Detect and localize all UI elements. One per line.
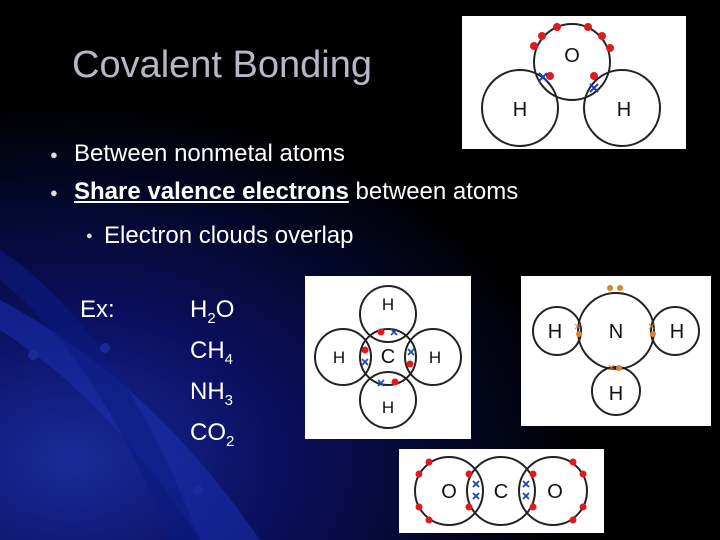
bullet-1: Between nonmetal atoms	[74, 140, 345, 167]
svg-text:O: O	[441, 481, 457, 503]
svg-text:C: C	[493, 481, 509, 503]
formula-nh3: $NH_3$	[190, 378, 234, 409]
sub-bullet-marker: ●	[86, 230, 93, 242]
bullet-2-rest: between atoms	[348, 178, 519, 205]
atom-label: H	[512, 99, 528, 121]
svg-text:H: H	[381, 398, 395, 417]
water-diagram	[462, 16, 686, 149]
formula-h2o: $H_2O$	[190, 296, 235, 327]
svg-text:C: C	[380, 346, 396, 368]
decor-dot	[28, 350, 38, 360]
svg-text:N: N	[608, 321, 624, 343]
co2-diagram	[399, 449, 604, 533]
svg-text:H: H	[547, 321, 563, 343]
bullet-2-emphasis: Share valence electrons	[74, 178, 349, 205]
svg-text:H: H	[381, 295, 395, 314]
svg-text:H: H	[332, 348, 346, 367]
slide-title: Covalent Bonding	[72, 44, 372, 86]
svg-text:H: H	[428, 348, 442, 367]
ammonia-diagram	[521, 276, 711, 426]
atom-label: O	[564, 45, 580, 67]
svg-text:H: H	[608, 383, 624, 405]
bullet-marker: ●	[50, 185, 58, 200]
decor-dot	[100, 343, 110, 353]
svg-text:H: H	[669, 321, 685, 343]
methane-diagram	[305, 276, 471, 439]
formula-co2: $CO_2$	[190, 419, 235, 450]
svg-text:O: O	[547, 481, 563, 503]
bullet-marker: ●	[50, 147, 58, 162]
sub-bullet: Electron clouds overlap	[104, 222, 354, 249]
bullet-2	[74, 178, 518, 206]
decor-dot	[193, 485, 203, 495]
example-label: Ex:	[80, 296, 115, 323]
formula-ch4: $CH_4$	[190, 337, 234, 368]
atom-label: H	[616, 99, 632, 121]
